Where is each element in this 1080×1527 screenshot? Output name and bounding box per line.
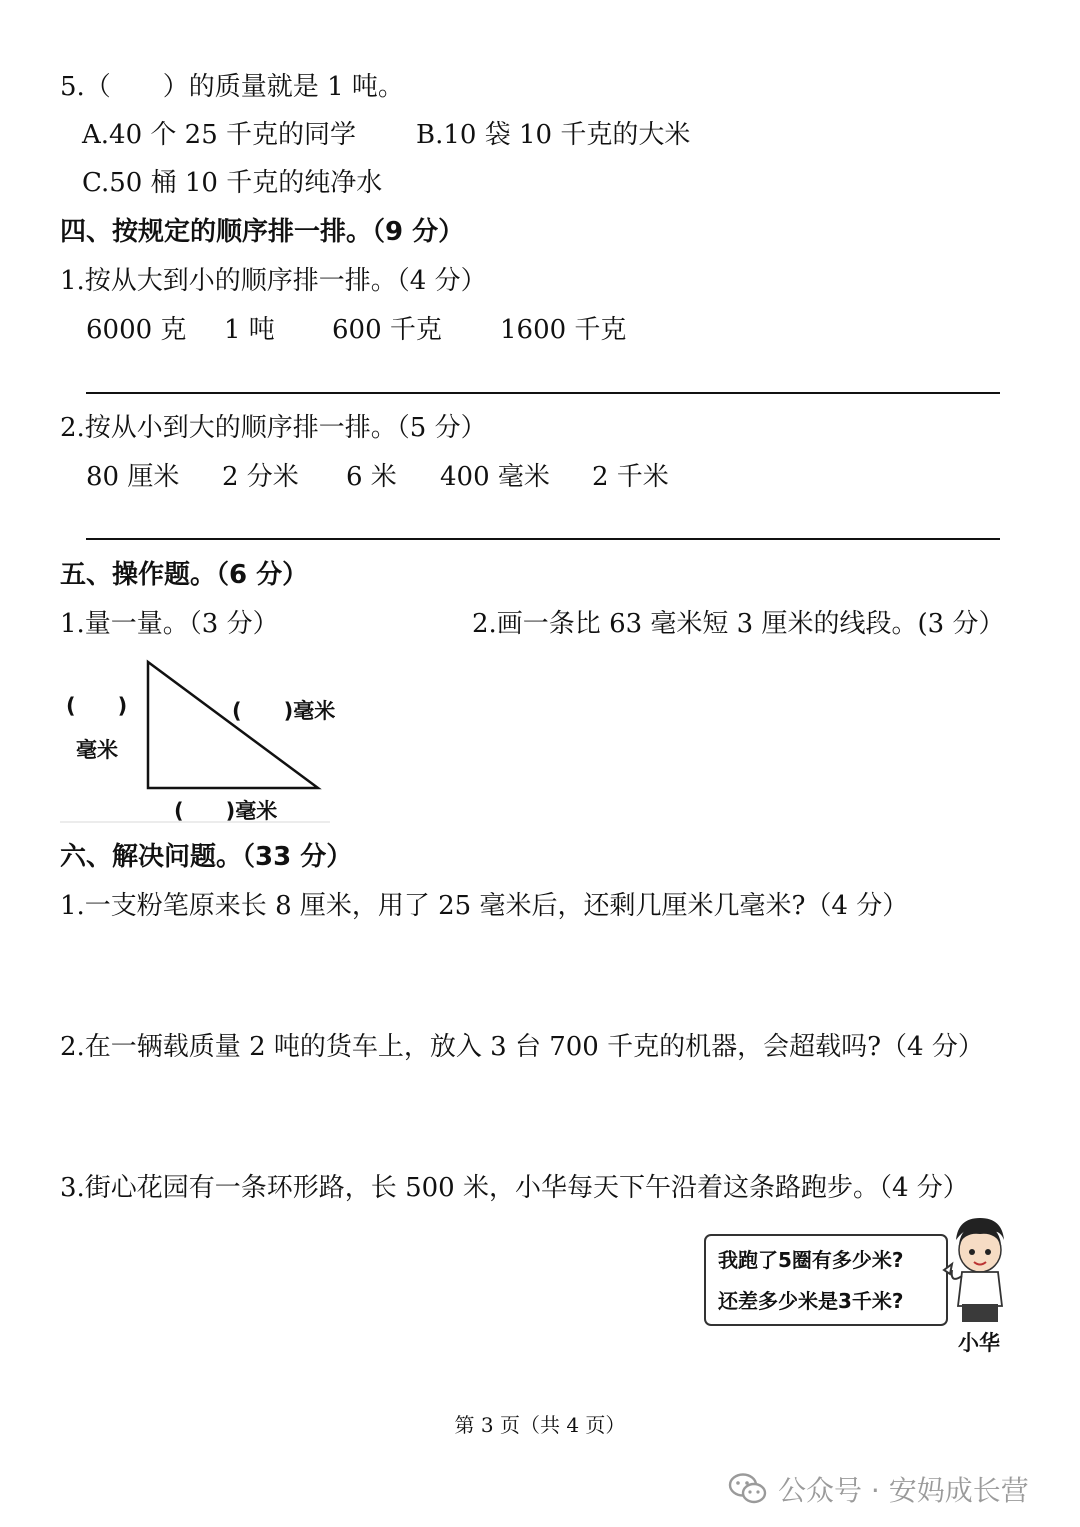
triangle-left-unit: 毫米 — [76, 738, 118, 762]
speech-bubble — [704, 1234, 948, 1326]
section6-title: 六、解决问题。（33 分） — [60, 842, 353, 872]
triangle-hypotenuse-blank[interactable]: ( )毫米 — [232, 699, 336, 723]
triangle-shape — [148, 662, 318, 788]
list-item: 1600 千克 — [500, 315, 627, 345]
watermark — [728, 1469, 1029, 1509]
section4-q2-stem: 2.按从小到大的顺序排一排。（5 分） — [60, 413, 487, 443]
q5-stem: 5.（ ）的质量就是 1 吨。 — [60, 72, 404, 102]
section4-q1-stem: 1.按从大到小的顺序排一排。（4 分） — [60, 266, 487, 296]
section5-title: 五、操作题。（6 分） — [60, 560, 309, 590]
list-item: 6 米 — [346, 462, 397, 492]
triangle-left-blank[interactable]: ( ) — [66, 694, 128, 718]
wechat-icon — [728, 1472, 768, 1506]
section4-title: 四、按规定的顺序排一排。（9 分） — [60, 217, 465, 247]
watermark-text: 公众号 · 安妈成长营 — [778, 1474, 1029, 1507]
bubble-line-1: 我跑了5圈有多少米? — [718, 1248, 904, 1272]
section5-q2: 2.画一条比 63 毫米短 3 厘米的线段。(3 分） — [472, 609, 1005, 639]
list-item: 600 千克 — [332, 315, 442, 345]
bubble-line-2: 还差多少米是3千米? — [718, 1289, 904, 1313]
section6-q3: 3.街心花园有一条环形路，长 500 米，小华每天下午沿着这条路跑步。（4 分） — [60, 1173, 969, 1203]
list-item: 2 分米 — [222, 462, 299, 492]
list-item: 2 千米 — [592, 462, 669, 492]
page-number: 第 3 页（共 4 页） — [454, 1413, 626, 1437]
section6-q1: 1.一支粉笔原来长 8 厘米，用了 25 毫米后，还剩几厘米几毫米?（4 分） — [60, 891, 909, 921]
list-item: 400 毫米 — [440, 462, 550, 492]
section6-q2: 2.在一辆载质量 2 吨的货车上，放入 3 台 700 千克的机器，会超载吗?（4 分） — [60, 1032, 984, 1062]
section5-q1: 1.量一量。（3 分） — [60, 609, 279, 639]
list-item: 80 厘米 — [86, 462, 180, 492]
triangle-bottom-blank[interactable]: ( )毫米 — [174, 799, 278, 823]
boy-character-icon — [940, 1214, 1020, 1334]
list-item: 1 吨 — [224, 315, 275, 345]
q5-option-b: B.10 袋 10 千克的大米 — [416, 120, 691, 150]
character-name: 小华 — [958, 1331, 1000, 1355]
q5-option-a: A.40 个 25 千克的同学 — [82, 120, 357, 150]
q5-option-c: C.50 桶 10 千克的纯净水 — [82, 168, 383, 198]
list-item: 6000 克 — [86, 315, 187, 345]
